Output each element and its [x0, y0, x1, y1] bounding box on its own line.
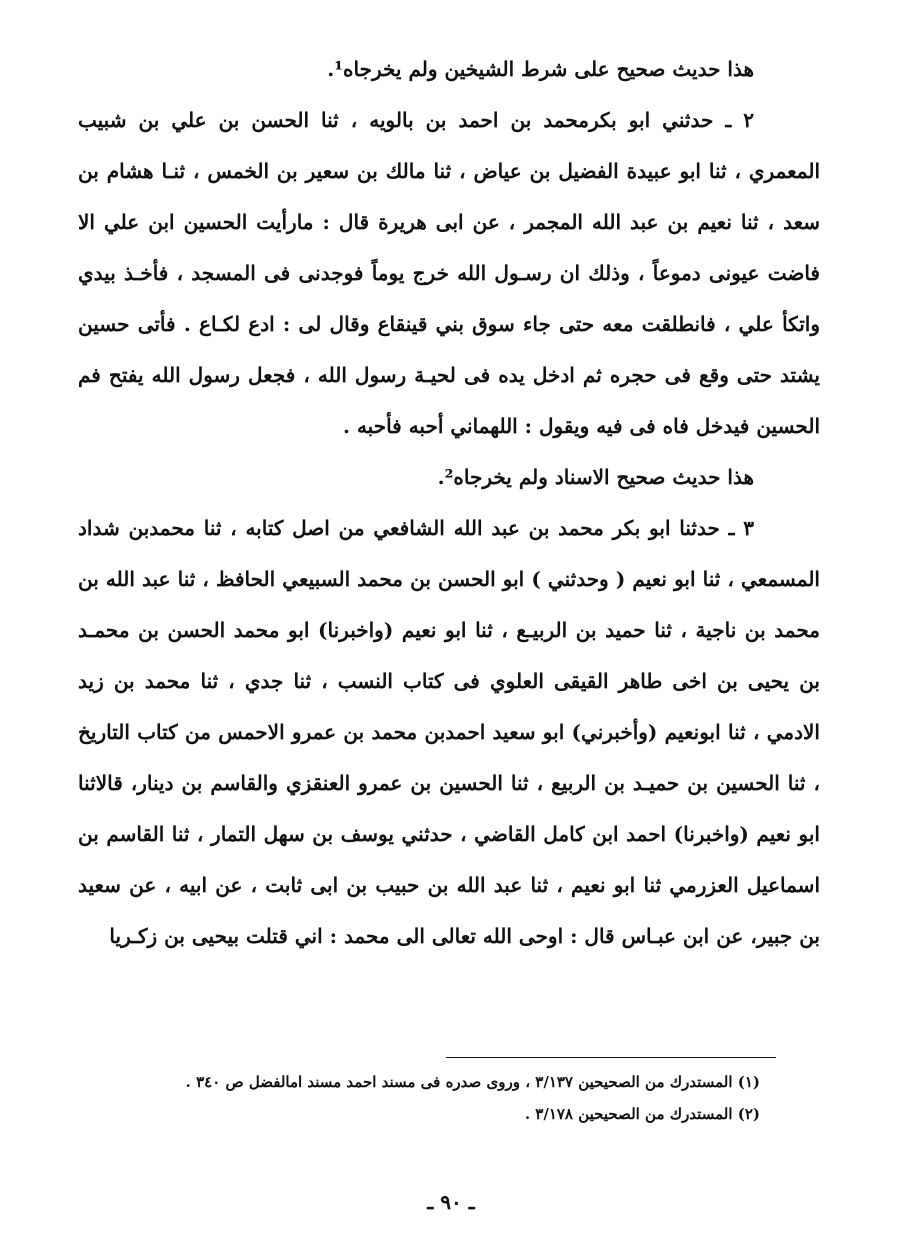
hadith-2: ٢ ـ حدثني ابو بكرمحمد بن احمد بن بالويه ، ثنا الحسن بن علي بن شبيب المعمري ، ثنا ابو عبيدة الفضيل بن عياض ، ثنا مالك بن سعير بن الخمس ، ثنـا هشام بن سعد ، ثنا نعيم بن عبد الله المجمر ، عن ابى هريرة قال : مارأيت الحسين ابن علي الا فاضت عيونى دموعاً ، وذلك ان رسـول الله خرج يوماً فوجدنى فى المسجد ، فأخـذ بيدي واتكأ علي ، فانطلقت معه حتى جاء سوق بني قينقاع وقال لى : ادع لكـاع . فأتى حسين يشتد حتى وقع فى حجره ثم ادخل يده فى لحيـة رسول الله ، فجعل رسول الله يفتح فم الحسين فيدخل فاه فى فيه ويقول : اللهماني أحبه فأحبه .	[78, 108, 820, 438]
footnotes	[96, 1066, 820, 1130]
main-text	[78, 44, 820, 962]
grading-note-1: هذا حديث صحيح على شرط الشيخين ولم يخرجاه¹.	[327, 57, 754, 81]
grading-note-2: هذا حديث صحيح الاسناد ولم يخرجاه².	[437, 465, 754, 489]
footnote-2: (٢) المستدرك من الصحيحين ٣/١٧٨ .	[524, 1105, 760, 1123]
page-number: ـ ٩٠ ـ	[427, 1190, 475, 1214]
footnote-divider	[446, 1057, 776, 1058]
hadith-3: ٣ ـ حدثنا ابو بكر محمد بن عبد الله الشافعي من اصل كتابه ، ثنا محمدبن شداد المسمعي ، ثنا ابو نعيم ( وحدثني ) ابو الحسن بن محمد السبيعي الحافظ ، ثنا عبد الله بن محمد بن ناجية ، ثنا حميد بن الربيـع ، ثنا ابو نعيم (واخبرنا) ابو محمد الحسن بن محمـد بن يحيى بن اخى طاهر القيقى العلوي فى كتاب النسب ، ثنا جدي ، ثنا محمد بن زيد الادمي ، ثنا ابونعيم (وأخبرني) ابو سعيد احمدبن محمد بن عمرو الاحمس من كتاب التاريخ ، ثنا الحسين بن حميـد بن الربيع ، ثنا الحسين بن عمرو العنقزي والقاسم بن دينار، قالاثنا ابو نعيم (واخبرنا) احمد ابن كامل القاضي ، حدثني يوسف بن سهل التمار ، ثنا القاسم بن اسماعيل العزرمي ثنا ابو نعيم ، ثنا عبد الله بن حبيب بن ابى ثابت ، عن ابيه ، عن سعيد بن جبير، عن ابن عبـاس قال : اوحى الله تعالى الى محمد : اني قتلت بيحيى بن زكـريا	[78, 516, 820, 948]
footnote-1: (١) المستدرك من الصحيحين ٣/١٣٧ ، وروى صدره فى مسند احمد مسند امالفضل ص ٣٤٠ .	[185, 1073, 760, 1091]
